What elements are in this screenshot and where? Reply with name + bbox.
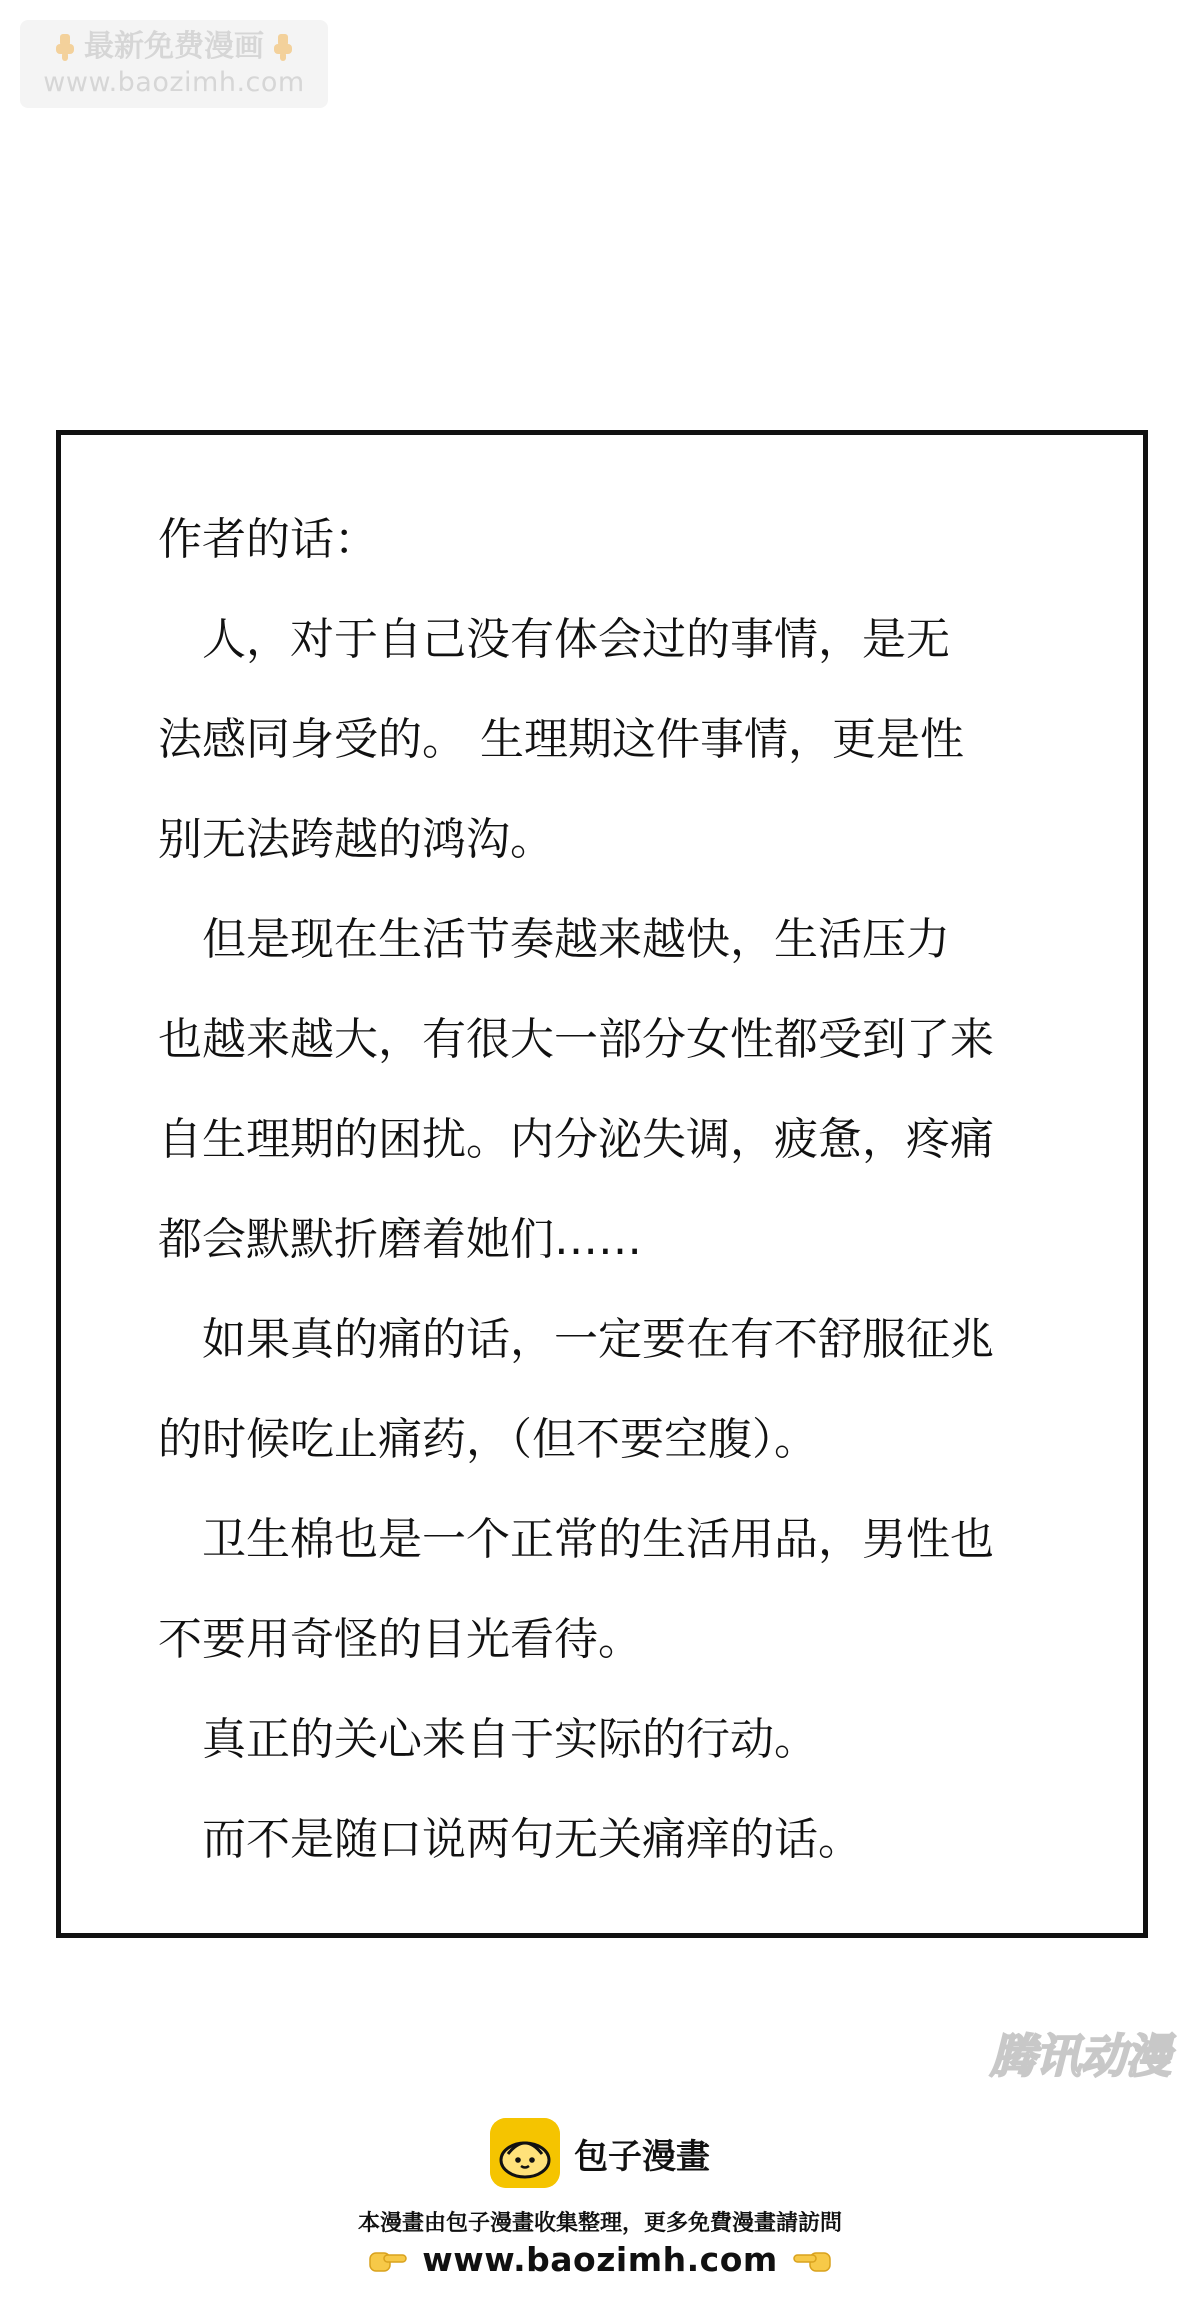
pointing-right-hand-icon [368,2243,408,2277]
author-note-text [158,490,1118,1890]
tencent-comic-watermark: 腾讯动漫 [990,2029,1170,2083]
pointing-down-hand-icon [50,32,80,62]
author-note-box [56,430,1148,1938]
footer-url-row [0,2240,1200,2279]
footer-url-link[interactable]: www.baozimh.com [422,2240,778,2279]
note-paragraph: 人，对于自己没有体会过的事情，是无 法感同身受的。 生理期这件事情，更是性 别无法跨越的鸿沟。 [158,614,964,865]
footer-brand [0,2118,1200,2188]
watermark-url: www.baozimh.com [43,67,305,98]
watermark-badge [20,20,328,108]
note-paragraph: 真正的关心来自于实际的行动。 [158,1714,818,1765]
footer-notice: 本漫畫由包子漫畫收集整理，更多免費漫畫請訪問 [357,2211,842,2236]
note-paragraph: 如果真的痛的话，一定要在有不舒服征兆 的时候吃止痛药，（但不要空腹）。 [158,1314,994,1465]
watermark-title: 最新免费漫画 [84,29,264,64]
watermark-title-row [20,28,328,66]
note-paragraph: 但是现在生活节奏越来越快，生活压力 也越来越大，有很大一部分女性都受到了来 自生理期的困扰。内分泌失调，疲惫，疼痛 都会默默折磨着她们…… [158,914,994,1265]
baozi-logo-icon[interactable] [490,2118,560,2188]
author-note-title: 作者的话： [158,514,378,565]
note-paragraph: 而不是随口说两句无关痛痒的话。 [158,1814,862,1865]
brand-name[interactable]: 包子漫畫 [574,2136,710,2177]
note-paragraph: 卫生棉也是一个正常的生活用品，男性也 不要用奇怪的目光看待。 [158,1514,994,1665]
pointing-down-hand-icon [268,32,298,62]
pointing-left-hand-icon [792,2243,832,2277]
